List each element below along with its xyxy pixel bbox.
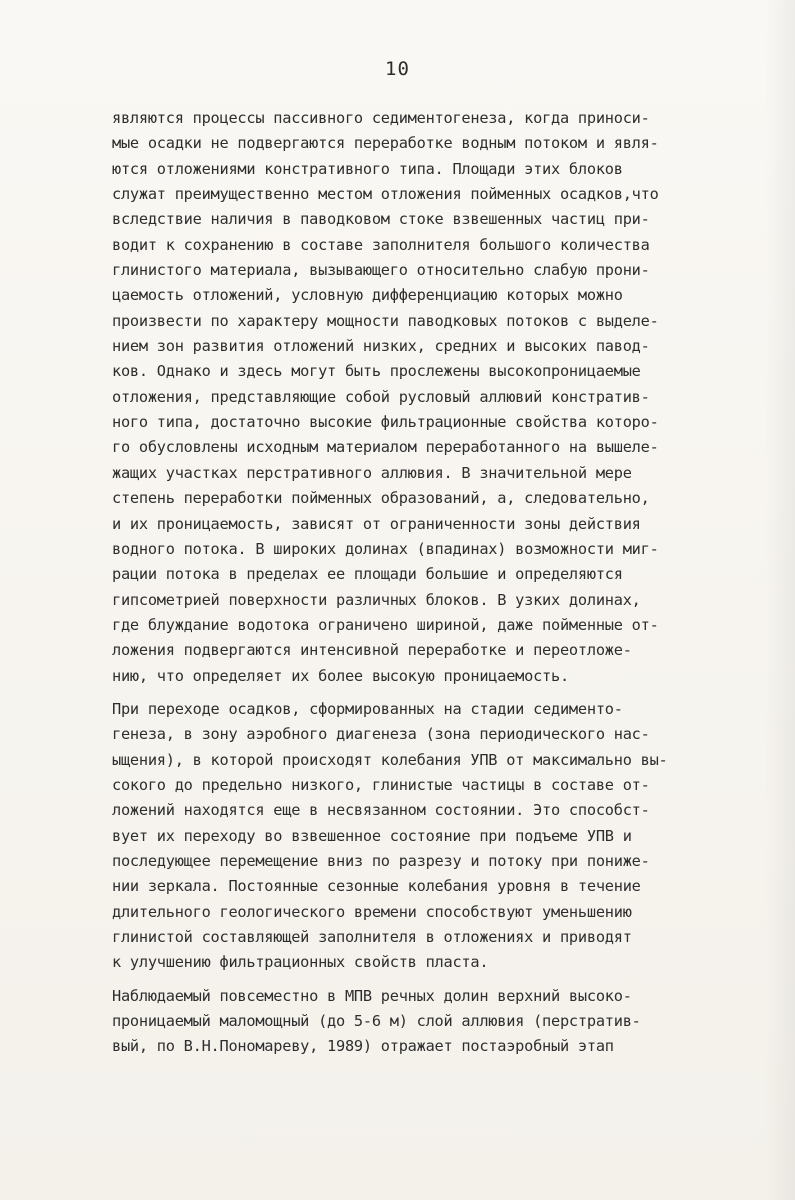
text-line: Наблюдаемый повсеместно в МПВ речных долин верхний высоко- [112,986,632,1005]
text-line: проницаемый маломощный (до 5-6 м) слой аллювия (перстратив- [112,1012,641,1031]
text-line: сокого до предельно низкого, глинистые частицы в составе от- [112,775,650,794]
text-line: нием зон развития отложений низких, средних и высоких павод- [112,337,650,356]
text-line: ются отложениями констративного типа. Площади этих блоков [112,159,623,178]
text-line: цаемость отложений, условную дифференциацию которых можно [112,286,623,305]
text-line: вует их переходу во взвешенное состояние при подъеме УПВ и [112,826,632,845]
text-line: При переходе осадков, сформированных на стадии седименто- [112,699,623,718]
text-line: водного потока. В широких долинах (впадинах) возможности миг- [112,539,659,558]
paragraph-gap [112,976,762,984]
text-line: ного типа, достаточно высокие фильтрационные свойства которо- [112,413,659,432]
text-line: ков. Однако и здесь могут быть прослежены высокопроницаемые [112,362,641,381]
paragraph-gap [112,689,762,697]
text-line: ложения подвергаются интенсивной переработке и переотложе- [112,641,632,660]
text-line: водит к сохранению в составе заполнителя большого количества [112,235,650,254]
text-line: глинистой составляющей заполнителя в отложениях и приводят [112,928,632,946]
paragraph-1 [112,106,762,689]
text-line: длительного геологического времени способствуют уменьшению [112,902,632,921]
text-line: гипсометрией поверхности различных блоков. В узких долинах, [112,590,641,609]
body-text [112,106,762,1060]
text-line: го обусловлены исходным материалом переработанного на вышеле- [112,438,659,457]
page-edge-shadow [765,0,795,1200]
text-line: степень переработки пойменных образований, а, следовательно, [112,489,650,508]
text-line: нии зеркала. Постоянные сезонные колебания уровня в течение [112,877,641,896]
text-line: ыщения), в которой происходят колебания УПВ от максимально вы- [112,750,668,769]
text-line: вследствие наличия в паводковом стоке взвешенных частиц при- [112,210,650,229]
text-line: последующее перемещение вниз по разрезу и потоку при пониже- [112,851,650,870]
text-line: нию, что определяет их более высокую проницаемость. [112,666,569,685]
text-line: ложений находятся еще в несвязанном состоянии. Это способст- [112,801,650,820]
paragraph-2 [112,697,762,976]
text-line: жащих участках перстративного аллювия. В значительной мере [112,463,632,482]
text-line: рации потока в пределах ее площади большие и определяются [112,565,623,584]
text-line: отложения, представляющие собой русловый аллювий констратив- [112,387,650,406]
text-line: где блуждание водотока ограничено шириной, даже пойменные от- [112,615,659,634]
text-line: служат преимущественно местом отложения пойменных осадков,что [112,185,659,204]
text-line: и их проницаемость, зависят от ограниченности зоны действия [112,514,641,533]
text-line: вый, по В.Н.Пономареву, 1989) отражает постаэробный этап [112,1037,614,1056]
text-line: мые осадки не подвергаются переработке водным потоком и явля- [112,134,659,153]
paragraph-3 [112,984,762,1060]
text-line: произвести по характеру мощности паводковых потоков с выделе- [112,311,659,330]
page-number: 10 [385,58,410,80]
text-line: генеза, в зону аэробного диагенеза (зона периодического нас- [112,725,650,744]
text-line: являются процессы пассивного седиментогенеза, когда приноси- [112,109,650,127]
text-line: к улучшению фильтрационных свойств пласта. [112,953,489,972]
text-line: глинистого материала, вызывающего относительно слабую прони- [112,261,650,280]
